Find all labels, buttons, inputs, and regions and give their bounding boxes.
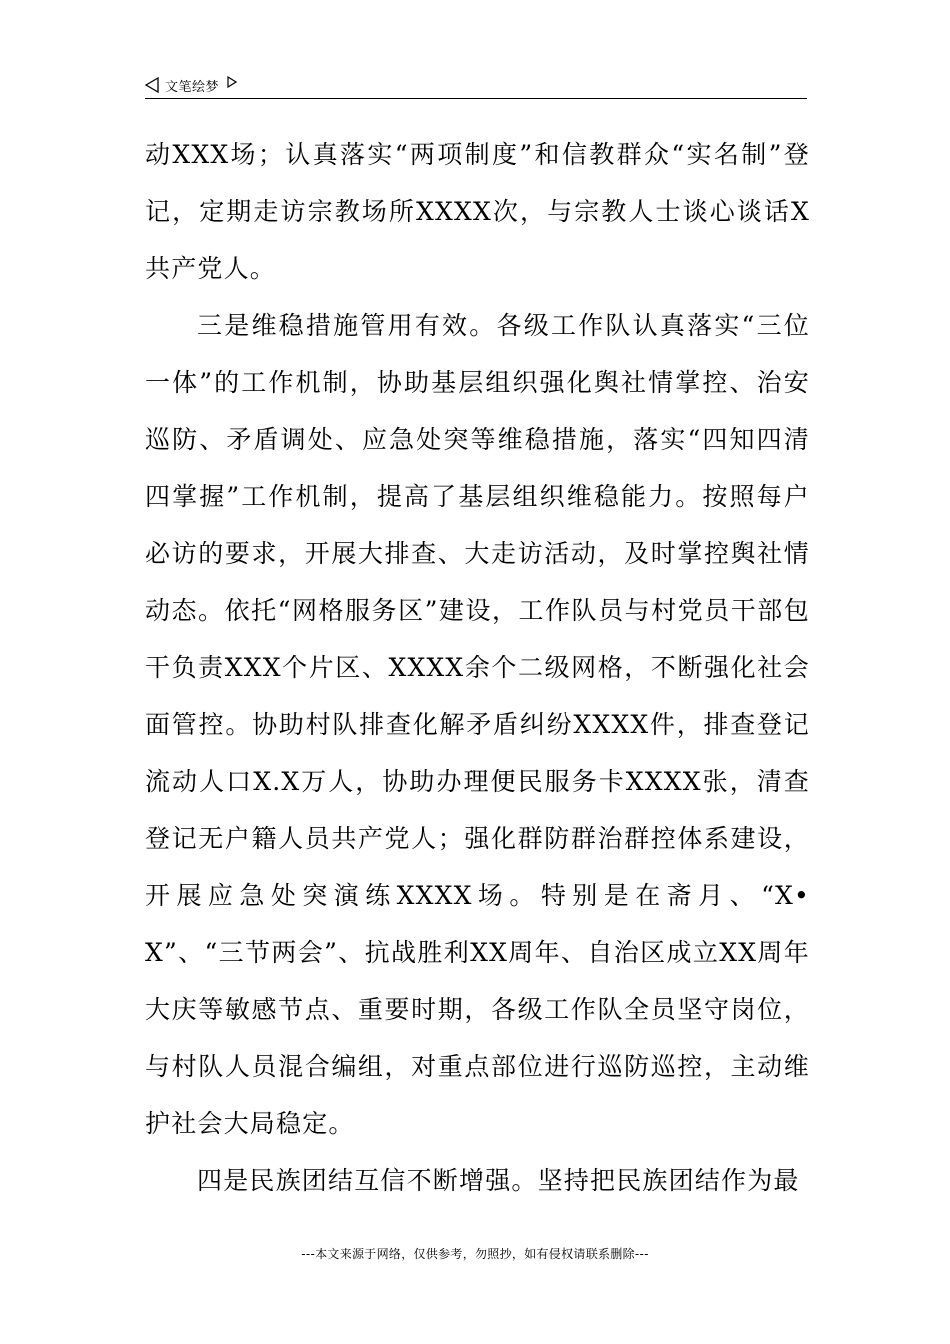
header-title-group <box>145 74 237 96</box>
paragraph-continuation: 动XXX场；认真落实“两项制度”和信教群众“实名制”登记，定期走访宗教场所XXXX次，与宗教人士谈心谈话X共产党人。 <box>145 140 810 283</box>
triangle-right-icon <box>227 76 237 88</box>
document-body <box>145 126 810 1209</box>
paragraph-ethnic-unity: 四是民族团结互信不断增强。坚持把民族团结作为最 <box>197 1166 800 1195</box>
paragraph-stability-measures: 三是维稳措施管用有效。各级工作队认真落实“三位一体”的工作机制，协助基层组织强化舆社情掌控、治安巡防、矛盾调处、应急处突等维稳措施，落实“四知四清四掌握”工作机制，提高了基层组织维稳能力。按照每户必访的要求，开展大排查、大走访活动，及时掌控舆社情动态。依托“网格服务区”建设，工作队员与村党员干部包干负责XXX个片区、XXXX余个二级网格，不断强化社会面管控。协助村队排查化解矛盾纠纷XXXX件，排查登记流动人口X.X万人，协助办理便民服务卡XXXX张，清查登记无户籍人员共产党人；强化群防群治群控体系建设，开展应急处突演练XXXX场。特别是在斋月、“X•X”、“三节两会”、抗战胜利XX周年、自治区成立XX周年大庆等敏感节点、重要时期，各级工作队全员坚守岗位，与村队人员混合编组，对重点部位进行巡防巡控，主动维护社会大局稳定。 <box>145 311 810 1138</box>
page-footer: ---本文来源于网络，仅供参考，勿照抄，如有侵权请联系删除--- <box>301 1247 649 1261</box>
triangle-left-icon <box>145 77 159 93</box>
header-title: 文笔绘梦 <box>165 79 220 95</box>
page-header <box>145 74 807 99</box>
